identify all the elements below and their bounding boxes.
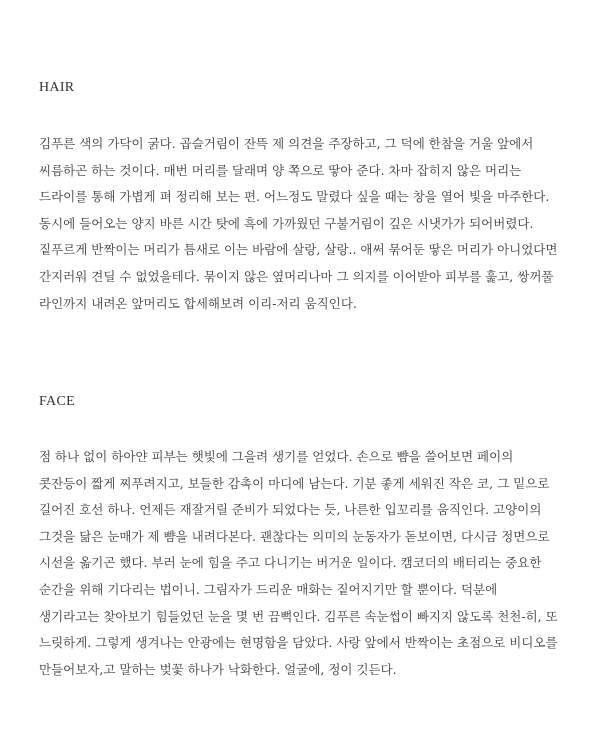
face-heading: FACE [39, 394, 75, 409]
face-description: 점 하나 없이 하아얀 피부는 햇빛에 그을려 생기를 얻었다. 손으로 뺨을 쓸어보면 페이의 콧잔등이 짧게 찌푸려지고, 보들한 감촉이 마디에 남는다. 기분 좋게 세워진 작은 코, 그 밑으로 길어진 호선 하나. 언제든 재잘거릴 준비가 되었다는 듯, 나른한 입꼬리를 움직인다. 고양이의 그것을 닮은 눈매가 제 뺨을 내려다본다. 괜찮다는 의미의 눈동자가 돋보이면, 다시금 정면으로 시선을 옮기곤 했다. 부러 눈에 힘을 주고 다니기는 버거운 일이다. 캠코더의 배터리는 중요한 순간을 위해 기다리는 법이니. 그림자가 드리운 매화는 짙어지기만 할 뿐이다. 덕분에 생기라고는 찾아보기 힘들었던 눈을 몇 번 끔뻑인다. 김푸른 속눈썹이 빠지지 않도록 천천-히, 또 느릿하게. 그렇게 생겨나는 안광에는 현명함을 담았다. 사랑 앞에서 반짝이는 초점으로 비디오를 만들어보자,고 말하는 벚꽃 하나가 낙화한다. 얼굴에, 정이 깃든다. [39, 449, 558, 677]
hair-description: 김푸른 색의 가닥이 굵다. 곱슬거림이 잔뜩 제 의견을 주장하고, 그 덕에 한참을 거울 앞에서 씨름하곤 하는 것이다. 매번 머리를 달래며 양 쪽으로 땋아 준다. 차마 잡히지 않은 머리는 드라이를 통해 가볍게 펴 정리해 보는 편. 어느정도 말렸다 싶을 때는 창을 열어 빛을 마주한다. 동시에 들어오는 양지 바른 시간 탓에 흑에 가까웠던 구불거림이 깊은 시냇가가 되어버렸다. 짙푸르게 반짝이는 머리가 틈새로 이는 바람에 살랑, 살랑.. 애써 묶어둔 땋은 머리가 아니었다면 간지러워 견딜 수 없었을테다. 묶이지 않은 옆머리나마 그 의지를 이어받아 피부를 훑고, 쌍꺼풀 라인까지 내려온 앞머리도 합세해보려 이리-저리 움직인다. [39, 136, 558, 311]
hair-heading: HAIR [39, 80, 75, 95]
